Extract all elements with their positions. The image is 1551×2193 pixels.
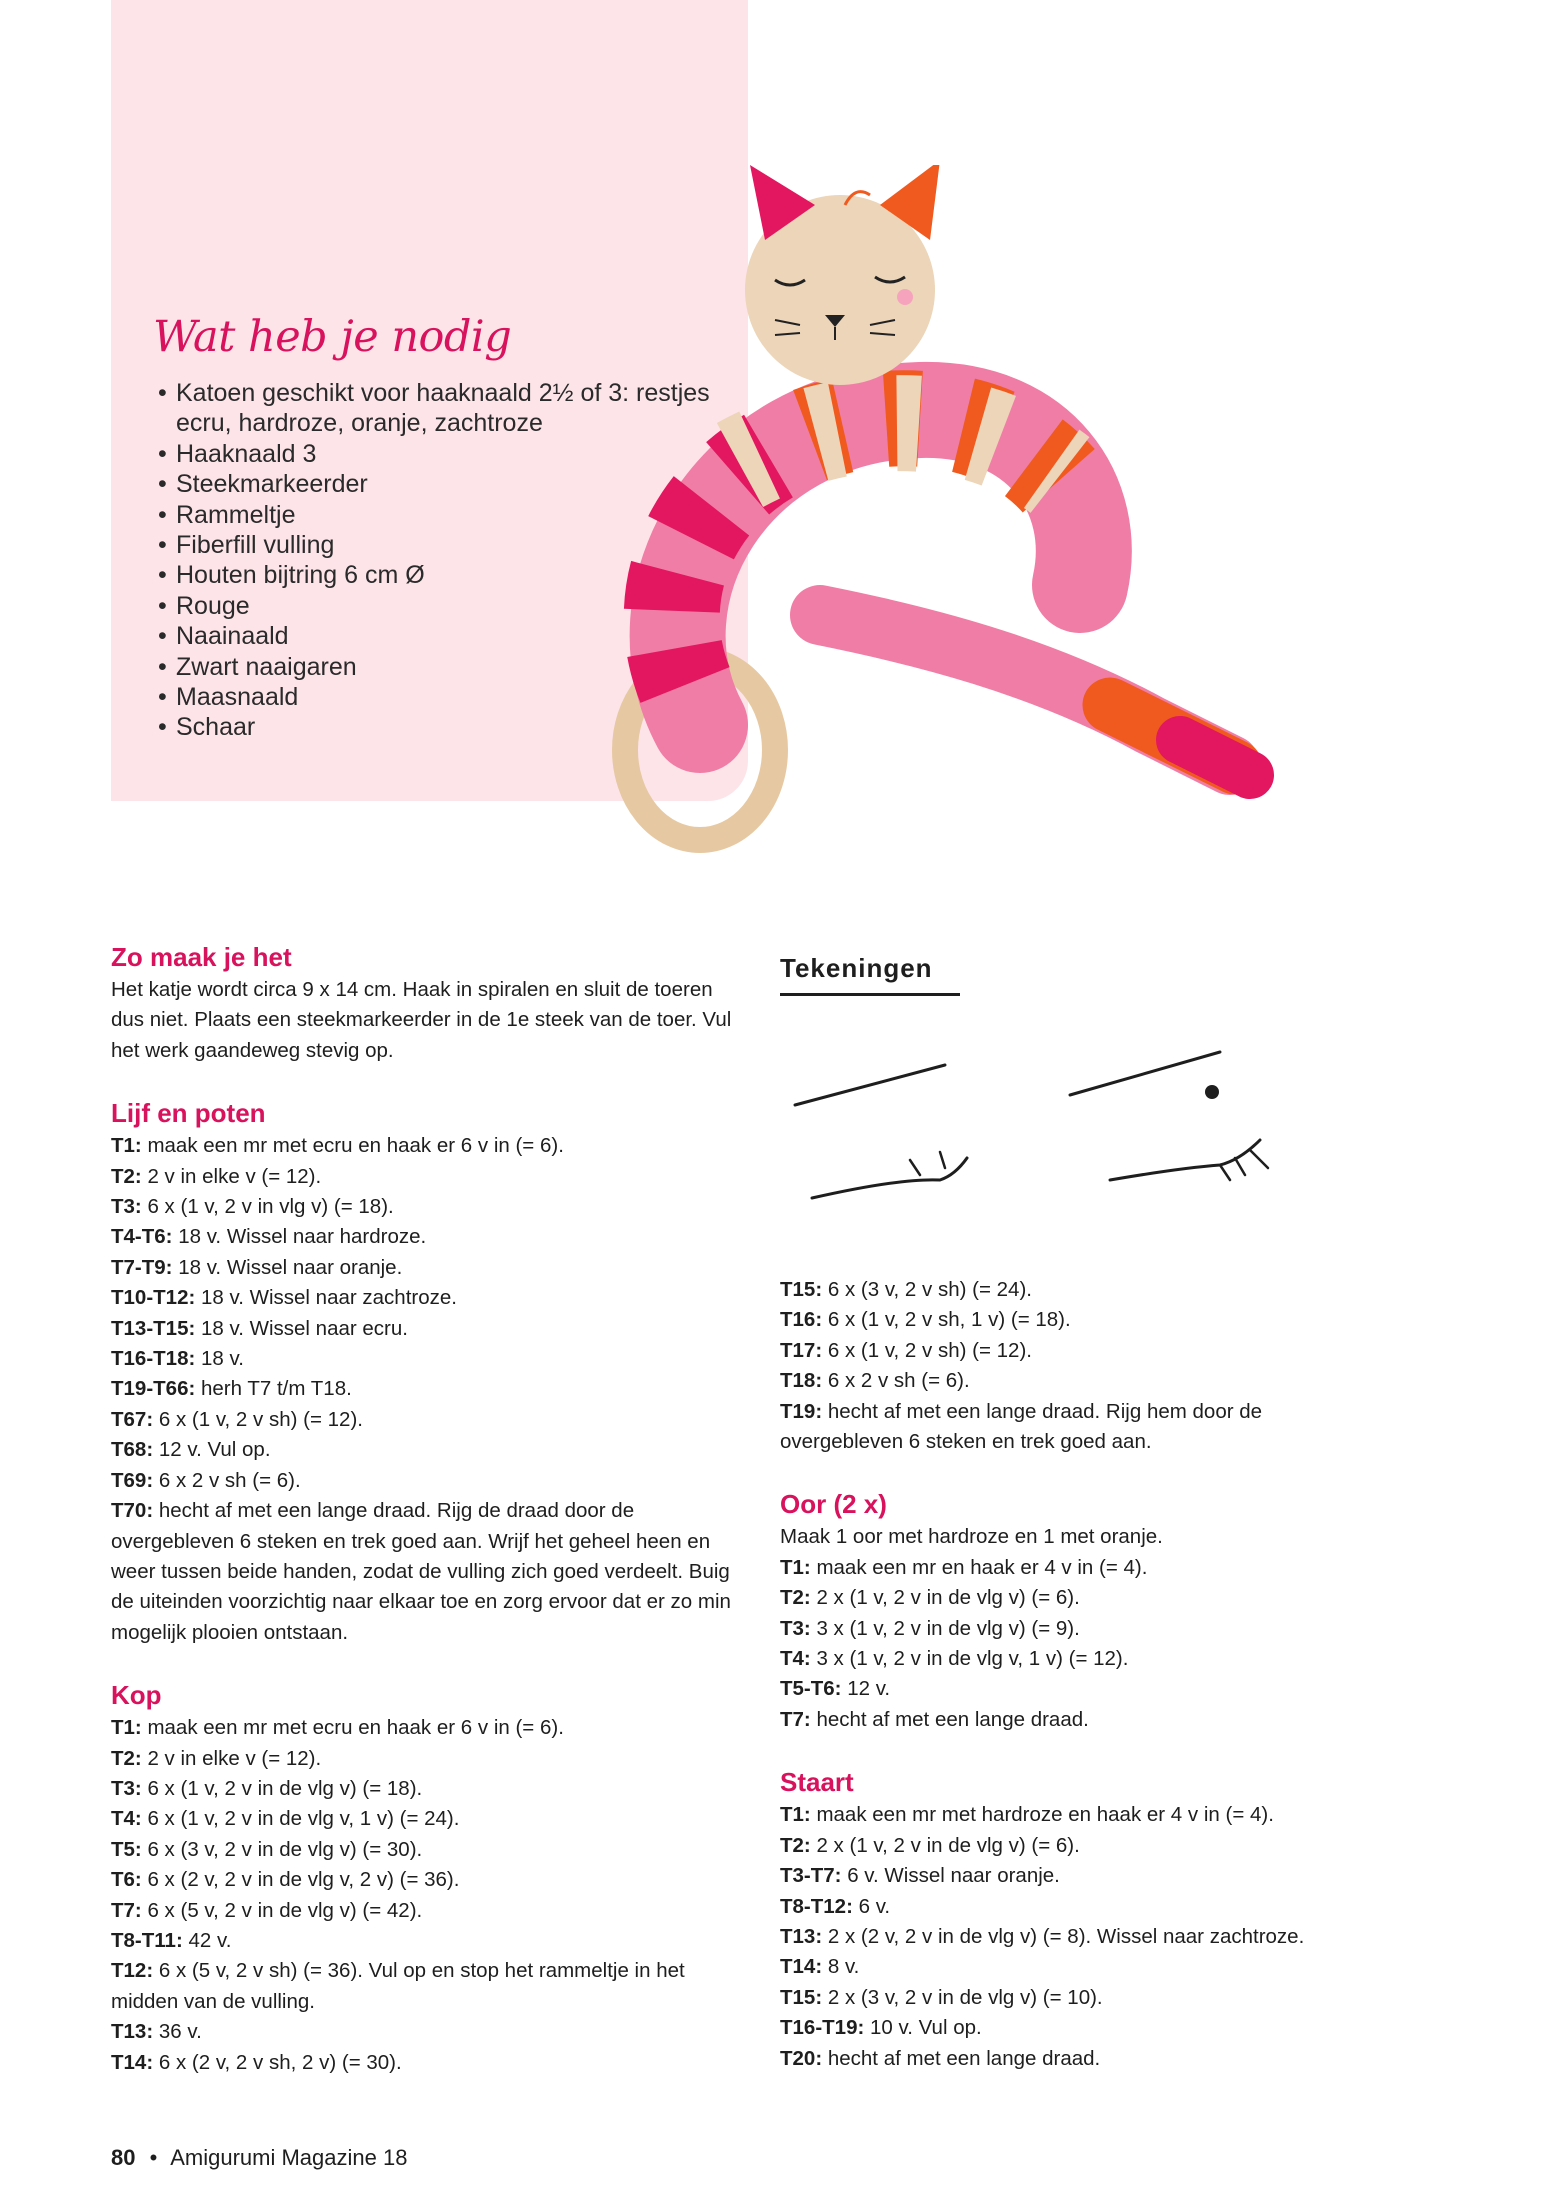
list-item: T17: 6 x (1 v, 2 v sh) (= 12). — [780, 1338, 1032, 1362]
list-item: T14: 6 x (2 v, 2 v sh, 2 v) (= 30). — [111, 2050, 402, 2074]
list-item: T13: 36 v. — [111, 2020, 202, 2044]
list-item: T10-T12: 18 v. Wissel naar zachtroze. — [111, 1286, 457, 1310]
list-item: • Zwart naaigaren — [158, 652, 718, 682]
drawings-underline — [780, 993, 960, 996]
list-item: T7: 6 x (5 v, 2 v in de vlg v) (= 42). — [111, 1898, 423, 1922]
list-item: T19: hecht af met een lange draad. Rijg hem door de overgebleven 6 steken en trek goed aan. — [780, 1399, 1263, 1454]
list-item: T19-T66: herh T7 t/m T18. — [111, 1377, 352, 1401]
head-cont-rows — [780, 1275, 1380, 1457]
ear-rows — [780, 1553, 1380, 1735]
list-item: T2: 2 v in elke v (= 12). — [111, 1164, 322, 1188]
eye-drawings — [780, 1040, 1300, 1225]
section-title-howto: Zo maak je het — [111, 942, 292, 972]
list-item: T3: 3 x (1 v, 2 v in de vlg v) (= 9). — [780, 1616, 1080, 1640]
list-item: T3: 6 x (1 v, 2 v in de vlg v) (= 18). — [111, 1776, 423, 1800]
list-item: T1: maak een mr met ecru en haak er 6 v in (= 6). — [111, 1134, 564, 1158]
page-footer — [111, 2145, 407, 2171]
list-item: T1: maak een mr met ecru en haak er 6 v in (= 6). — [111, 1716, 564, 1740]
list-item: • Maasnaald — [158, 682, 718, 712]
howto-text: Het katje wordt circa 9 x 14 cm. Haak in spiralen en sluit de toeren dus niet. Plaats een steekmarkeerder in de 1e steek van de toer. Vul het werk gaandeweg stevig op. — [111, 978, 732, 1062]
tail-rows — [780, 1800, 1380, 2074]
list-item: T5-T6: 12 v. — [780, 1677, 891, 1701]
list-item: • Katoen geschikt voor haaknaald 2½ of 3: restjes ecru, hardroze, oranje, zachtroze — [158, 378, 718, 439]
ear-intro: Maak 1 oor met hardroze en 1 met oranje. — [780, 1525, 1163, 1549]
list-item: T12: 6 x (5 v, 2 v sh) (= 36). Vul op en stop het rammeltje in het midden van de vulling. — [111, 1959, 685, 2013]
section-title-ear: Oor (2 x) — [780, 1489, 887, 1520]
body-rows — [111, 1131, 751, 1648]
list-item: T69: 6 x 2 v sh (= 6). — [111, 1468, 301, 1492]
list-item: T1: maak een mr met hardroze en haak er 4 v in (= 4). — [780, 1803, 1274, 1827]
list-item: • Houten bijtring 6 cm Ø — [158, 560, 718, 590]
list-item: • Fiberfill vulling — [158, 530, 718, 560]
list-item: T67: 6 x (1 v, 2 v sh) (= 12). — [111, 1407, 363, 1431]
list-item: T2: 2 v in elke v (= 12). — [111, 1746, 322, 1770]
list-item: T13: 2 x (2 v, 2 v in de vlg v) (= 8). Wissel naar zachtroze. — [780, 1924, 1305, 1948]
list-item: T2: 2 x (1 v, 2 v in de vlg v) (= 6). — [780, 1586, 1080, 1610]
list-item: T4: 6 x (1 v, 2 v in de vlg v, 1 v) (= 24). — [111, 1807, 460, 1831]
list-item: • Haaknaald 3 — [158, 439, 718, 469]
page-number: 80 — [111, 2145, 136, 2170]
cat-rattle-photo — [590, 165, 1410, 865]
list-item: T7-T9: 18 v. Wissel naar oranje. — [111, 1255, 403, 1279]
list-item: T13-T15: 18 v. Wissel naar ecru. — [111, 1316, 408, 1340]
footer-separator: • — [149, 2145, 158, 2170]
list-item: T8-T11: 42 v. — [111, 1928, 232, 1952]
list-item: T15: 2 x (3 v, 2 v in de vlg v) (= 10). — [780, 1985, 1103, 2009]
list-item: T7: hecht af met een lange draad. — [780, 1707, 1089, 1731]
list-item: T6: 6 x (2 v, 2 v in de vlg v, 2 v) (= 36). — [111, 1868, 460, 1892]
list-item: T18: 6 x 2 v sh (= 6). — [780, 1369, 970, 1393]
list-item: T70: hecht af met een lange draad. Rijg de draad door de overgebleven 6 steken en trek goed aan. Wrijf het geheel heen en weer tussen beide handen, zodat de vulling zich goed verdeelt. Buig de uiteinden voorzichtig naar elkaar toe en zorg ervoor dat er zo min mogelijk plooien ontstaan. — [111, 1499, 731, 1644]
list-item: T15: 6 x (3 v, 2 v sh) (= 24). — [780, 1278, 1032, 1301]
instructions-left — [111, 940, 751, 2078]
section-title-tail: Staart — [780, 1767, 854, 1798]
list-item: • Schaar — [158, 712, 718, 742]
list-item: T4-T6: 18 v. Wissel naar hardroze. — [111, 1225, 427, 1249]
instructions-right — [780, 1275, 1380, 2074]
section-title-head: Kop — [111, 1680, 162, 1711]
list-item: T1: maak een mr en haak er 4 v in (= 4). — [780, 1555, 1148, 1579]
list-item: • Rouge — [158, 591, 718, 621]
list-item: • Naainaald — [158, 621, 718, 651]
list-item: T4: 3 x (1 v, 2 v in de vlg v, 1 v) (= 12). — [780, 1647, 1129, 1671]
magazine-name: Amigurumi Magazine 18 — [170, 2145, 408, 2170]
list-item: T68: 12 v. Vul op. — [111, 1438, 271, 1462]
materials-title: Wat heb je nodig — [153, 312, 512, 362]
list-item: T2: 2 x (1 v, 2 v in de vlg v) (= 6). — [780, 1833, 1080, 1857]
list-item: T3: 6 x (1 v, 2 v in vlg v) (= 18). — [111, 1195, 394, 1219]
section-title-body: Lijf en poten — [111, 1098, 266, 1129]
list-item: • Steekmarkeerder — [158, 469, 718, 499]
list-item: T14: 8 v. — [780, 1955, 860, 1979]
list-item: T3-T7: 6 v. Wissel naar oranje. — [780, 1864, 1060, 1888]
list-item: T20: hecht af met een lange draad. — [780, 2046, 1101, 2070]
drawings-title: Tekeningen — [780, 953, 933, 983]
list-item: T16: 6 x (1 v, 2 v sh, 1 v) (= 18). — [780, 1308, 1071, 1332]
list-item: T16-T18: 18 v. — [111, 1347, 244, 1371]
head-rows — [111, 1713, 751, 2078]
list-item: T8-T12: 6 v. — [780, 1894, 891, 1918]
list-item: T5: 6 x (3 v, 2 v in de vlg v) (= 30). — [111, 1837, 423, 1861]
list-item: T16-T19: 10 v. Vul op. — [780, 2016, 982, 2040]
list-item: • Rammeltje — [158, 500, 718, 530]
